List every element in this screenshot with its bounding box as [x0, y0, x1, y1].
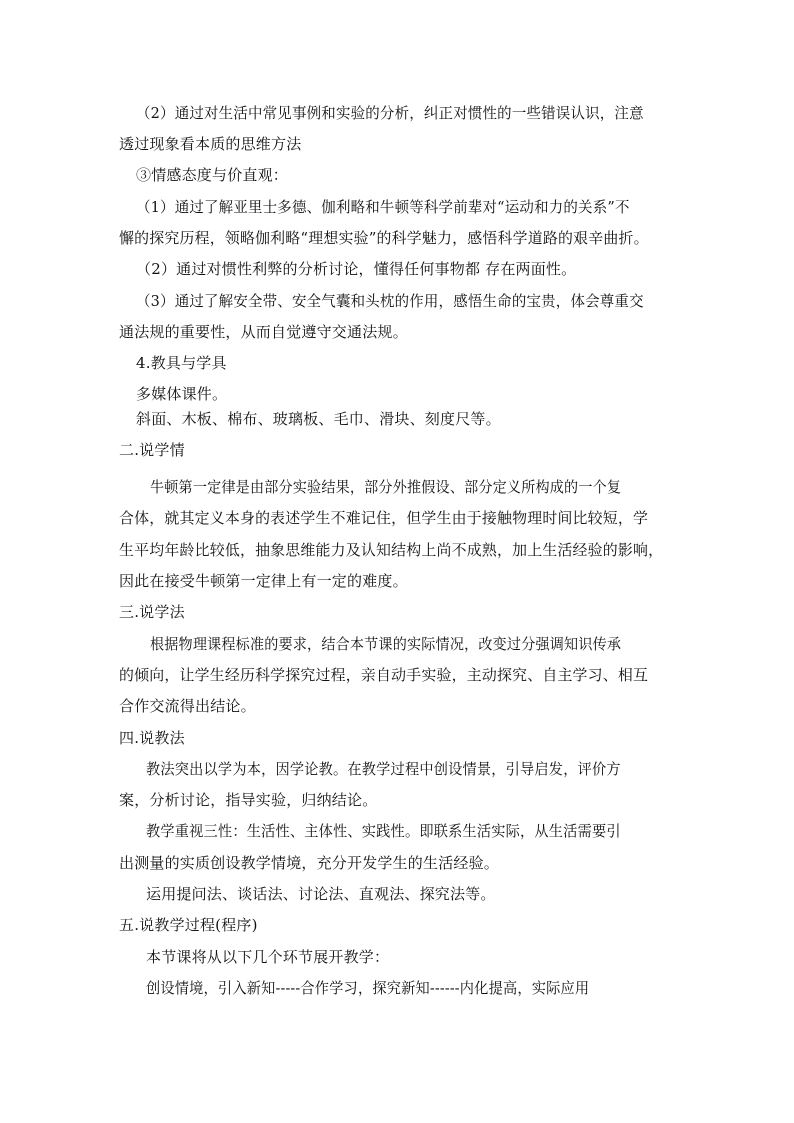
paragraph-line: 出测量的实质创设教学情境，充分开发学生的生活经验。	[119, 854, 500, 872]
section-heading: 四.说教法	[119, 729, 185, 747]
paragraph-line: 通法规的重要性，从而自觉遵守交通法规。	[119, 323, 408, 341]
paragraph-line: 因此在接受牛顿第一定律上有一定的难度。	[119, 572, 408, 590]
paragraph-line: 根据物理课程标准的要求，结合本节课的实际情况，改变过分强调知识传承	[150, 635, 622, 653]
paragraph-line: 斜面、木板、棉布、玻璃板、毛巾、滑块、刻度尺等。	[136, 410, 501, 428]
paragraph-line: 懈的探究历程，领略伽利略“理想实验”的科学魅力，感悟科学道路的艰辛曲折。	[119, 229, 649, 247]
paragraph-line: 的倾向，让学生经历科学探究过程，亲自动手实验，主动探究、自主学习、相互	[119, 666, 649, 684]
paragraph-line: 合作交流得出结论。	[119, 697, 256, 715]
paragraph-line: （3）通过了解安全带、安全气囊和头枕的作用，感悟生命的宝贵，体会尊重交	[136, 292, 644, 310]
paragraph-line: 本节课将从以下几个环节展开教学：	[146, 948, 390, 966]
paragraph-line: 案，分析讨论，指导实验，归纳结论。	[119, 791, 378, 809]
section-heading: 二.说学情	[119, 441, 185, 459]
paragraph-line: 牛顿第一定律是由部分实验结果，部分外推假设、部分定义所构成的一个复	[150, 478, 622, 496]
paragraph-line: 透过现象看本质的思维方法	[119, 135, 302, 153]
paragraph-line: 合体，就其定义本身的表述学生不难记住，但学生由于接触物理时间比较短，学	[119, 509, 649, 527]
paragraph-line: 创设情境，引入新知-----合作学习，探究新知------内化提高，实际应用	[146, 979, 590, 997]
paragraph-line: 教学重视三性：生活性、主体性、实践性。即联系生活实际，从生活需要引	[146, 822, 621, 840]
section-heading: 三.说学法	[119, 603, 185, 621]
section-subheading: ③情感态度与价直观：	[136, 166, 289, 184]
paragraph-line: 教法突出以学为本，因学论教。在教学过程中创设情景，引导启发，评价方	[146, 760, 621, 778]
paragraph-line: 多媒体课件。	[136, 385, 228, 403]
paragraph-line: 生平均年龄比较低，抽象思维能力及认知结构上尚不成熟，加上生活经验的影响，	[119, 541, 664, 559]
paragraph-line: （1）通过了解亚里士多德、伽利略和牛顿等科学前辈对“运动和力的关系”不	[136, 198, 630, 216]
section-heading: 五.说教学过程(程序)	[119, 916, 258, 934]
section-subheading: 4.教具与学具	[136, 354, 227, 372]
paragraph-line: 运用提问法、谈话法、讨论法、直观法、探究法等。	[146, 885, 496, 903]
paragraph-line: （2）通过对惯性利弊的分析讨论，懂得任何事物都 存在两面性。	[136, 260, 577, 278]
paragraph-line: （2）通过对生活中常见事例和实验的分析，纠正对惯性的一些错误认识，注意	[136, 104, 644, 122]
